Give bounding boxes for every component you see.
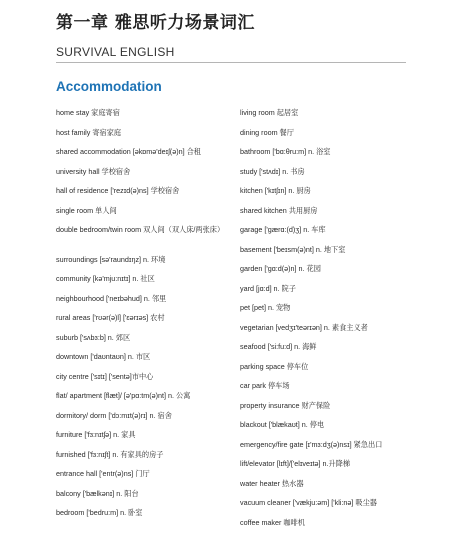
vocab-entry: garden ['gɑ:d(ə)n] n. 花园 — [240, 264, 321, 273]
vocab-entry: pet [pet] n. 宠物 — [240, 303, 291, 312]
vocab-entry: garage ['gærɑ:(d)ʒ] n. 车库 — [240, 225, 326, 234]
vocab-entry: dining room 餐厅 — [240, 127, 294, 137]
vocab-entry: suburb ['sʌbɜ:b] n. 郊区 — [56, 332, 131, 342]
vocab-entry: shared accommodation [əkɒmə'deɪʃ(ə)n] 合租 — [56, 147, 201, 156]
vocab-entry: university hall 学校宿舍 — [56, 166, 131, 176]
vocab-entry: coffee maker 咖啡机 — [240, 517, 305, 527]
vocab-entry: bathroom ['bɑ:θru:m] n. 浴室 — [240, 147, 331, 156]
vocab-entry: flat/ apartment [flæt]/ [ə'pɑ:tm(ə)nt] n. 公寓 — [56, 391, 191, 400]
vocab-entry: parking space 停车位 — [240, 361, 309, 371]
vocab-entry: dormitory/ dorm ['dɔ:mɪt(ə)rɪ] n. 宿舍 — [56, 410, 172, 420]
vocab-entry: water heater 热水器 — [240, 478, 304, 488]
section-heading: Accommodation — [56, 79, 162, 94]
vocab-entry: living room 起居室 — [240, 108, 299, 117]
vocab-entry: surroundings [sə'raundɪŋz] n. 环境 — [56, 254, 166, 264]
vocab-entry: rural areas ['rʊər(ə)l] ['ɛərɪəs] 农村 — [56, 313, 165, 322]
vocab-entry: kitchen ['kɪtʃɪn] n. 厨房 — [240, 186, 311, 195]
vocab-entry: lift/elevator [lɪft]/['elɪveɪtə] n.升降梯 — [240, 459, 351, 468]
vocab-entry: home stay 家庭寄宿 — [56, 108, 120, 117]
section-label: SURVIVAL ENGLISH — [56, 45, 175, 59]
vocabulary-list-left — [56, 108, 231, 528]
vocab-entry: vacuum cleaner ['vækju:əm] ['kli:nə] 吸尘器 — [240, 498, 377, 507]
vocab-entry: yard [jɑ:d] n. 院子 — [240, 283, 296, 293]
vocab-entry: blackout ['blækaʊt] n. 停电 — [240, 420, 325, 429]
vocab-entry: community [kə'mju:nɪtɪ] n. 社区 — [56, 274, 155, 283]
vocab-entry: balcony ['bælkənɪ] n. 阳台 — [56, 488, 139, 498]
chapter-title: 第一章 雅思听力场景词汇 — [56, 13, 255, 33]
vocab-entry: double bedroom/twin room 双人间（双人床/两张床） — [56, 225, 225, 234]
vocab-entry: furnished ['fɜ:nɪʃt] n. 有家具的房子 — [56, 449, 164, 459]
vocab-entry: bedroom ['bedru:m] n. 卧室 — [56, 508, 143, 517]
vocab-entry: downtown ['daʊntaʊn] n. 市区 — [56, 352, 151, 361]
vocab-entry: entrance hall ['entr(ə)ns] 门厅 — [56, 469, 150, 478]
vocab-entry: city centre ['sɪtɪ] ['sentə]市中心 — [56, 371, 154, 381]
vocab-entry: single room 单人间 — [56, 205, 117, 215]
vocab-entry: host family 寄宿家庭 — [56, 127, 122, 137]
vocab-entry: property insurance 财产保险 — [240, 400, 331, 410]
vocab-entry: furniture ['fɜ:nɪtʃə] n. 家具 — [56, 430, 136, 439]
vocab-entry: seafood ['si:fu:d] n. 海鲜 — [240, 342, 317, 351]
vocab-entry: car park 停车场 — [240, 381, 290, 390]
divider — [56, 62, 406, 63]
vocab-entry: neighbourhood ['neɪbəhud] n. 邻里 — [56, 293, 167, 303]
vocab-entry: vegetarian [vedʒɪ'teərɪən] n. 素食主义者 — [240, 322, 368, 332]
vocab-entry: hall of residence ['rezɪd(ə)ns] 学校宿舍 — [56, 186, 180, 195]
vocabulary-list-right — [240, 108, 450, 537]
vocab-entry: shared kitchen 共用厨房 — [240, 205, 318, 215]
vocab-entry: basement ['beɪsm(ə)nt] n. 地下室 — [240, 244, 346, 254]
vocab-entry: study ['stʌdɪ] n. 书房 — [240, 166, 305, 176]
vocab-entry: emergency/fire gate [ɪ'mɜ:dʒ(ə)nsɪ] 紧急出口 — [240, 439, 383, 449]
